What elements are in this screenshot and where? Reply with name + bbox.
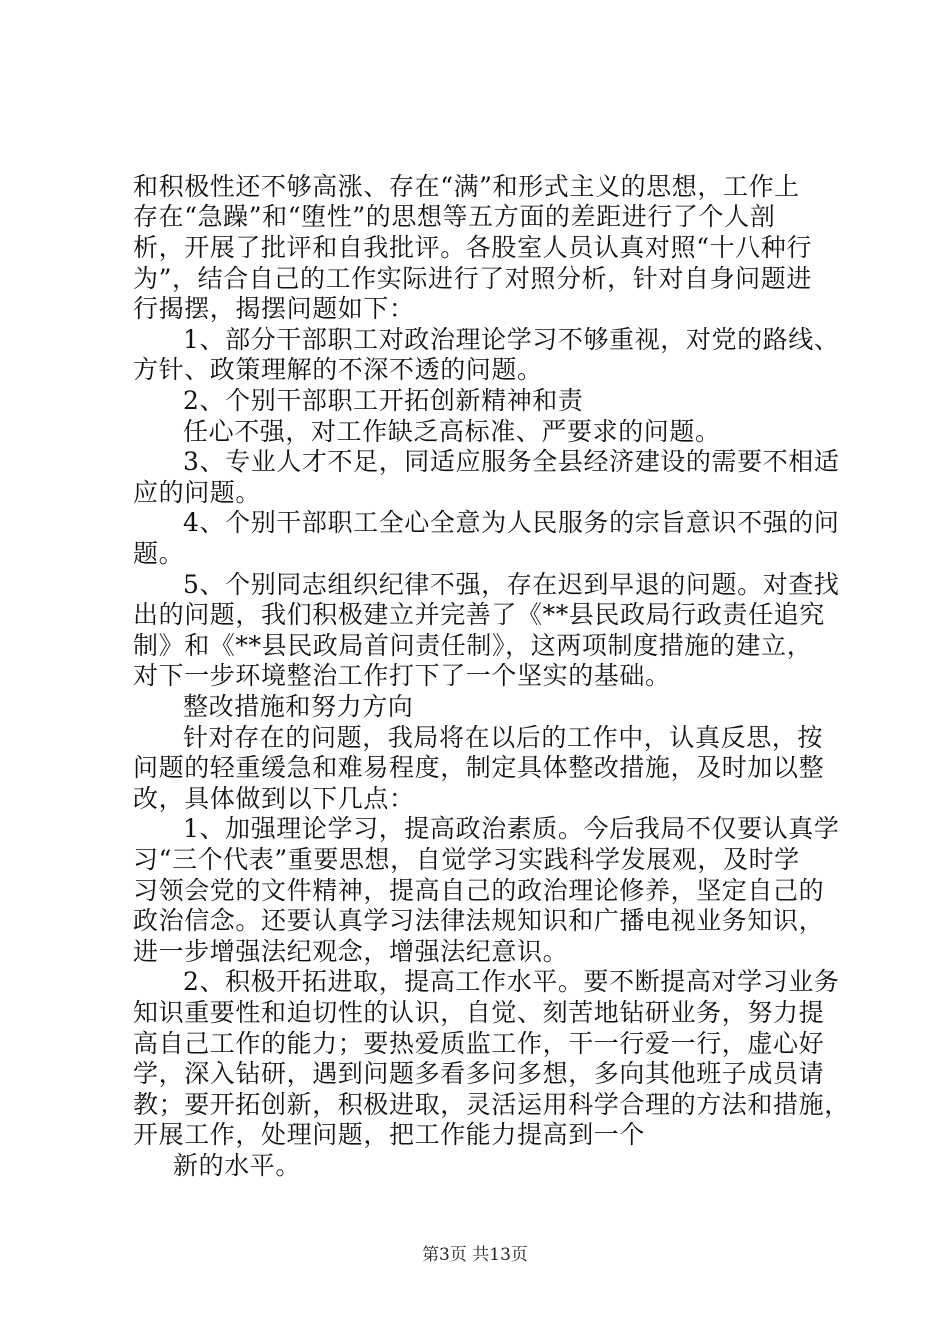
text-line: 1、部分干部职工对政治理论学习不够重视，对党的路线、 (183, 325, 840, 354)
text-line: 改，具体做到以下几点： (133, 784, 415, 813)
section-heading: 整改措施和努力方向 (183, 692, 414, 721)
text-line: 方针、政策理解的不深不透的问题。 (133, 355, 543, 384)
text-line: 高自己工作的能力；要热爱质监工作，干一行爱一行，虚心好 (133, 1029, 825, 1058)
text-line: 教；要开拓创新，积极进取，灵活运用科学合理的方法和措施， (133, 1090, 850, 1119)
text-line: 开展工作，处理问题，把工作能力提高到一个 (133, 1120, 646, 1149)
text-line: 5、个别同志组织纪律不强，存在迟到早退的问题。对查找 (183, 570, 840, 599)
text-line: 行揭摆，揭摆问题如下： (133, 294, 415, 323)
text-line: 对下一步环境整治工作打下了一个坚实的基础。 (133, 661, 671, 690)
text-line: 应的问题。 (133, 478, 262, 507)
text-line: 知识重要性和迫切性的认识，自觉、刻苦地钻研业务，努力提 (133, 998, 825, 1027)
text-line: 习“三个代表”重要思想，自觉学习实践科学发展观，及时学 (133, 845, 800, 874)
text-line: 存在“急躁”和“堕性”的思想等五方面的差距进行了个人剖 (133, 202, 776, 231)
text-line: 进一步增强法纪观念，增强法纪意识。 (133, 937, 569, 966)
text-line: 新的水平。 (173, 1151, 302, 1180)
text-line: 针对存在的问题，我局将在以后的工作中，认真反思，按 (183, 723, 824, 752)
page-footer: 第3页 共13页 (422, 1245, 528, 1265)
text-line: 3、专业人才不足，同适应服务全县经济建设的需要不相适 (183, 447, 840, 476)
text-line: 析，开展了批评和自我批评。各股室人员认真对照“十八种行 (133, 233, 812, 262)
text-line: 题。 (133, 539, 185, 568)
text-line: 为”，结合自己的工作实际进行了对照分析，针对自身问题进 (133, 264, 812, 293)
text-line: 制》和《**县民政局首问责任制》，这两项制度措施的建立， (133, 631, 813, 660)
text-line: 问题的轻重缓急和难易程度，制定具体整改措施，及时加以整 (133, 753, 825, 782)
text-line: 政治信念。还要认真学习法律法规知识和广播电视业务知识， (133, 906, 825, 935)
text-line: 学，深入钻研，遇到问题多看多问多想，多向其他班子成员请 (133, 1059, 825, 1088)
text-line: 1、加强理论学习，提高政治素质。今后我局不仅要认真学 (183, 814, 840, 843)
text-line: 2、积极开拓进取，提高工作水平。要不断提高对学习业务 (183, 967, 840, 996)
text-line: 习领会党的文件精神，提高自己的政治理论修养，坚定自己的 (133, 876, 825, 905)
text-line: 2、个别干部职工开拓创新精神和责 (183, 386, 584, 415)
text-line: 任心不强，对工作缺乏高标准、严要求的问题。 (183, 417, 721, 446)
text-line: 4、个别干部职工全心全意为人民服务的宗旨意识不强的问 (183, 508, 840, 537)
text-line: 和积极性还不够高涨、存在“满”和形式主义的思想，工作上 (133, 172, 800, 201)
text-line: 出的问题，我们积极建立并完善了《**县民政局行政责任追究 (133, 600, 825, 629)
